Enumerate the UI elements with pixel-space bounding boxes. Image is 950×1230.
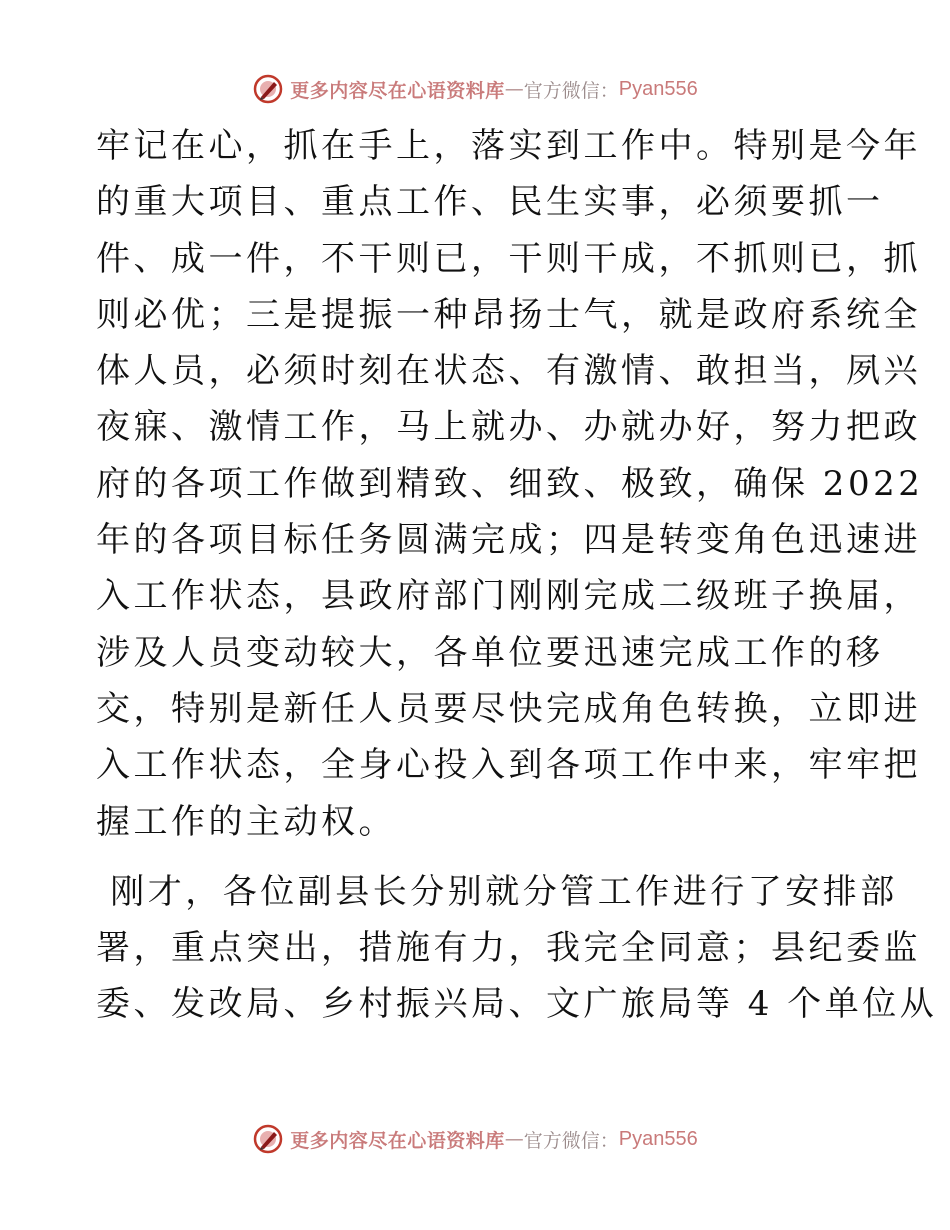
text-line: 夜寐、激情工作，马上就办、办就办好，努力把政 xyxy=(96,407,921,448)
site-name: 更多内容尽在心语资料库 xyxy=(290,79,505,102)
header-banner xyxy=(0,72,950,106)
text-line: 的重大项目、重点工作、民生实事，必须要抓一 xyxy=(96,182,884,223)
text-line: 刚才，各位副县长分别就分管工作进行了安排部 xyxy=(96,871,898,912)
paragraph-2 xyxy=(96,864,938,1033)
footer-banner xyxy=(0,1122,950,1156)
wechat-label: 官方微信： xyxy=(523,1129,619,1152)
banner-separator: — xyxy=(504,78,524,100)
text-line: 年的各项目标任务圆满完成；四是转变角色迅速进 xyxy=(96,520,921,561)
text-line: 握工作的主动权。 xyxy=(96,801,396,842)
document-body xyxy=(96,118,938,1033)
text-line: 涉及人员变动较大，各单位要迅速完成工作的移 xyxy=(96,632,884,673)
pen-logo-icon xyxy=(252,1123,284,1155)
text-line: 则必优；三是提振一种昂扬士气，就是政府系统全 xyxy=(96,294,921,335)
banner-separator: — xyxy=(504,1128,524,1150)
text-line: 体人员，必须时刻在状态、有激情、敢担当，夙兴 xyxy=(96,351,921,392)
pen-logo-icon xyxy=(252,73,284,105)
text-line: 交，特别是新任人员要尽快完成角色转换，立即进 xyxy=(96,688,921,729)
paragraph-gap xyxy=(96,850,856,864)
text-line: 府的各项工作做到精致、细致、极致，确保 2022 xyxy=(96,463,924,504)
wechat-id: Pyan556 xyxy=(618,77,698,100)
paragraph-1 xyxy=(96,118,924,850)
text-line: 署，重点突出，措施有力，我完全同意；县纪委监 xyxy=(96,928,921,969)
site-name: 更多内容尽在心语资料库 xyxy=(290,1129,505,1152)
text-line: 委、发改局、乡村振兴局、文广旅局等 4 个单位从 xyxy=(96,984,938,1025)
text-line: 牢记在心，抓在手上，落实到工作中。特别是今年 xyxy=(96,126,921,166)
wechat-id: Pyan556 xyxy=(618,1127,698,1150)
wechat-label: 官方微信： xyxy=(523,79,619,102)
text-line: 入工作状态，全身心投入到各项工作中来，牢牢把 xyxy=(96,745,921,786)
text-line: 件、成一件，不干则已，干则干成，不抓则已，抓 xyxy=(96,238,921,279)
text-line: 入工作状态，县政府部门刚刚完成二级班子换届， xyxy=(96,576,921,617)
